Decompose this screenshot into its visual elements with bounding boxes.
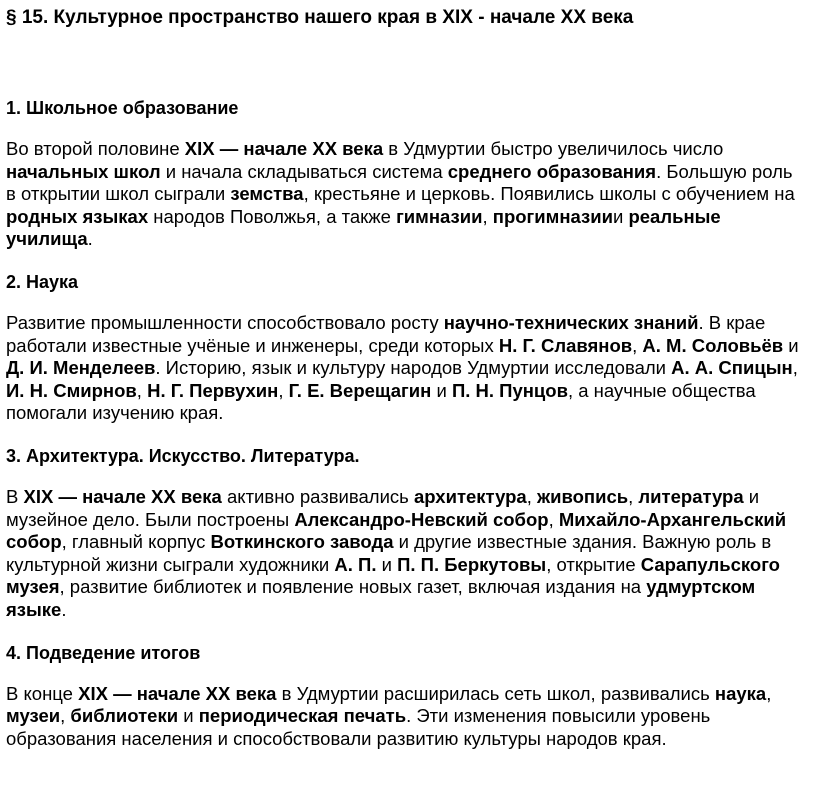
section-heading: 2. Наука <box>6 271 79 292</box>
text-run: , развитие библиотек и появление новых газет, включая издания на <box>59 576 647 598</box>
text-run: , <box>526 485 537 507</box>
bold-term: музеи <box>6 705 61 727</box>
bold-term: научно-технических знаний <box>443 311 699 333</box>
section-paragraph <box>6 138 805 251</box>
text-run: , <box>628 485 639 507</box>
text-run: . Большую роль в открытии школ сыграли <box>6 160 793 205</box>
bold-term: Г. Е. Верещагин <box>288 379 432 401</box>
text-run: и другие известные здания. Важную роль в культурной жизни сыграли художники <box>6 531 772 575</box>
text-run: , <box>548 508 559 530</box>
text-run: . Историю, язык и культуру народов Удмуртии исследовали <box>155 357 672 379</box>
text-run: . <box>61 598 67 620</box>
bold-term: живопись <box>537 485 629 507</box>
section-architecture-art-literature <box>6 444 805 622</box>
bold-term: среднего образования <box>447 160 657 182</box>
text-run: , <box>792 357 798 379</box>
bold-term: прогимназии <box>492 205 613 227</box>
bold-term: наука <box>714 682 767 704</box>
text-run: и <box>783 334 799 356</box>
bold-term: Н. Г. Славянов <box>498 334 633 356</box>
bold-term: XIX — начале XX века <box>23 485 222 507</box>
text-run: , <box>136 379 148 401</box>
text-run: в Удмуртии быстро увеличилось число <box>383 138 724 159</box>
text-run: , <box>278 379 289 401</box>
text-run: активно развивались <box>221 485 414 507</box>
text-run: и <box>376 553 398 575</box>
section-heading: 3. Архитектура. Искусство. Литература. <box>6 445 360 466</box>
text-run: . Эти изменения повысили уровень образования населения и способствовали развитию культуры народов края. <box>6 705 711 749</box>
text-run: , а научные общества помогали изучению края. <box>6 379 756 424</box>
section-heading: 4. Подведение итогов <box>6 642 201 663</box>
bold-term: удмуртском языке <box>6 576 756 620</box>
text-run: , открытие <box>546 553 641 575</box>
text-run: и <box>178 705 199 727</box>
text-run: В конце <box>6 682 79 704</box>
bold-term: гимназии <box>396 205 483 227</box>
bold-term: земства <box>230 183 304 205</box>
bold-term: реальные училища <box>6 205 721 250</box>
bold-term: начальных школ <box>6 160 161 182</box>
text-run: и начала складываться система <box>160 160 448 182</box>
bold-term: периодическая печать <box>198 705 407 727</box>
bold-term: литература <box>638 485 744 507</box>
section-paragraph <box>6 683 805 751</box>
bold-term: XIX — начале XX века <box>78 682 277 704</box>
section-paragraph <box>6 486 805 622</box>
text-run: и музейное дело. Были построены <box>6 485 760 530</box>
bold-term: библиотеки <box>70 705 179 727</box>
bold-term: XIX — начале XX века <box>184 138 384 159</box>
text-run: Во второй половине <box>6 138 185 159</box>
text-run: Развитие промышленности способствовало росту <box>6 311 444 333</box>
text-run: , <box>60 705 71 727</box>
text-run: , <box>632 334 643 356</box>
bold-term: Д. И. Менделеев <box>6 357 156 379</box>
bold-term: Александро-Невский собор <box>294 508 549 530</box>
bold-term: Н. Г. Первухин <box>147 379 279 401</box>
bold-term: Михайло-Архангельский собор <box>6 508 787 553</box>
bold-term: А. П. <box>334 553 377 575</box>
text-run: и <box>612 205 629 227</box>
text-run: , <box>766 682 772 704</box>
text-run: , крестьяне и церковь. Появились школы с обучением на <box>303 183 795 205</box>
section-heading: 1. Школьное образование <box>6 98 239 118</box>
text-run: . <box>87 228 93 250</box>
text-run: народов Поволжья, а также <box>148 205 397 227</box>
page-title: § 15. Культурное пространство нашего края в XIX - начале XX века <box>6 7 634 28</box>
bold-term: Воткинского завода <box>210 531 394 553</box>
bold-term: архитектура <box>413 485 527 507</box>
bold-term: А. А. Спицын <box>671 357 793 379</box>
text-run: , главный корпус <box>61 531 211 553</box>
text-run: в Удмуртии расширилась сеть школ, развивались <box>276 682 715 704</box>
bold-term: И. Н. Смирнов <box>6 379 137 401</box>
text-run: . В крае работали известные учёные и инженеры, среди которых <box>6 311 766 356</box>
bold-term: Сарапульского музея <box>6 553 780 598</box>
text-run: и <box>431 379 452 401</box>
section-summary <box>6 641 805 751</box>
section-school-education <box>6 96 805 251</box>
text-run: В <box>6 485 24 507</box>
bold-term: А. М. Соловьёв <box>642 334 784 356</box>
text-run: , <box>482 205 493 227</box>
bold-term: родных языках <box>6 205 149 227</box>
bold-term: П. Н. Пунцов <box>451 379 568 401</box>
section-science <box>6 270 805 425</box>
bold-term: П. П. Беркутовы <box>397 553 547 575</box>
section-paragraph <box>6 312 805 425</box>
